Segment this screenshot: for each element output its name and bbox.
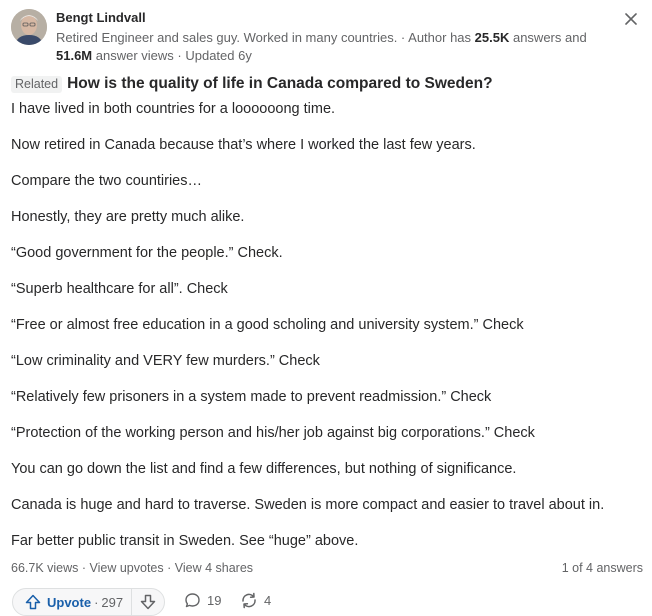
answer-paragraph: Far better public transit in Sweden. See “huge” above. xyxy=(11,533,359,549)
answer-paragraph: “Free or almost free education in a good scholing and university system.” Check xyxy=(11,317,524,333)
upvote-separator: · xyxy=(94,594,99,610)
upvote-count: 297 xyxy=(101,594,124,610)
author-avatar[interactable] xyxy=(11,9,47,45)
answer-paragraph: “Low criminality and VERY few murders.” Check xyxy=(11,353,320,369)
comment-button[interactable] xyxy=(184,592,221,609)
share-count: 4 xyxy=(264,593,272,608)
question-title[interactable]: How is the quality of life in Canada compared to Sweden? xyxy=(67,75,493,92)
vote-group xyxy=(12,588,165,616)
answer-body xyxy=(11,99,647,567)
answer-paragraph: “Relatively few prisoners in a system made to prevent readmission.” Check xyxy=(11,389,492,405)
answer-paragraph: Honestly, they are pretty much alike. xyxy=(11,209,245,225)
author-bio: Retired Engineer and sales guy. Worked in many countries. xyxy=(56,30,398,45)
upvote-label: Upvote xyxy=(47,594,92,610)
meta-separator: · xyxy=(173,48,186,63)
answer-paragraph: “Protection of the working person and his/her job against big corporations.” Check xyxy=(11,425,535,441)
answers-mid: answers and xyxy=(509,30,587,45)
meta-separator: · xyxy=(397,30,409,45)
author-name[interactable]: Bengt Lindvall xyxy=(56,10,146,25)
updated-time[interactable]: Updated 6y xyxy=(185,48,252,63)
answer-paragraph: Compare the two countiries… xyxy=(11,173,202,189)
author-credentials xyxy=(56,29,624,65)
comment-count: 19 xyxy=(207,593,222,608)
answer-paragraph: You can go down the list and find a few differences, but nothing of significance. xyxy=(11,461,517,477)
close-icon xyxy=(625,13,637,25)
answers-prefix: Author has xyxy=(408,30,475,45)
stats-separator: · xyxy=(163,561,175,575)
avatar-photo xyxy=(11,9,47,45)
answer-paragraph: “Good government for the people.” Check. xyxy=(11,245,283,261)
views-suffix: answer views xyxy=(92,48,174,63)
answer-paragraph: Canada is huge and hard to traverse. Sweden is more compact and easier to travel about in. xyxy=(11,497,605,513)
downvote-arrow-icon xyxy=(140,594,156,610)
stats-separator: · xyxy=(78,561,90,575)
answer-paragraph: I have lived in both countries for a loooooong time. xyxy=(11,101,336,117)
related-question xyxy=(11,75,493,93)
answers-count: 25.5K xyxy=(474,30,510,45)
share-icon xyxy=(240,592,258,609)
view-shares-link[interactable]: View 4 shares xyxy=(174,561,254,575)
downvote-button[interactable] xyxy=(132,589,164,615)
related-badge: Related xyxy=(11,76,62,93)
answer-position: 1 of 4 answers xyxy=(561,561,643,575)
share-button[interactable] xyxy=(240,592,271,609)
upvote-button[interactable] xyxy=(13,589,131,615)
answer-paragraph: Now retired in Canada because that’s where I worked the last few years. xyxy=(11,137,476,153)
upvote-arrow-icon xyxy=(25,594,41,610)
views-count-label: 66.7K views xyxy=(11,561,79,575)
answer-paragraph: “Superb healthcare for all”. Check xyxy=(11,281,228,297)
views-count: 51.6M xyxy=(56,48,93,63)
comment-icon xyxy=(184,592,201,609)
close-button[interactable] xyxy=(620,8,642,30)
view-upvotes-link[interactable]: View upvotes xyxy=(89,561,164,575)
answer-stats xyxy=(11,561,253,575)
